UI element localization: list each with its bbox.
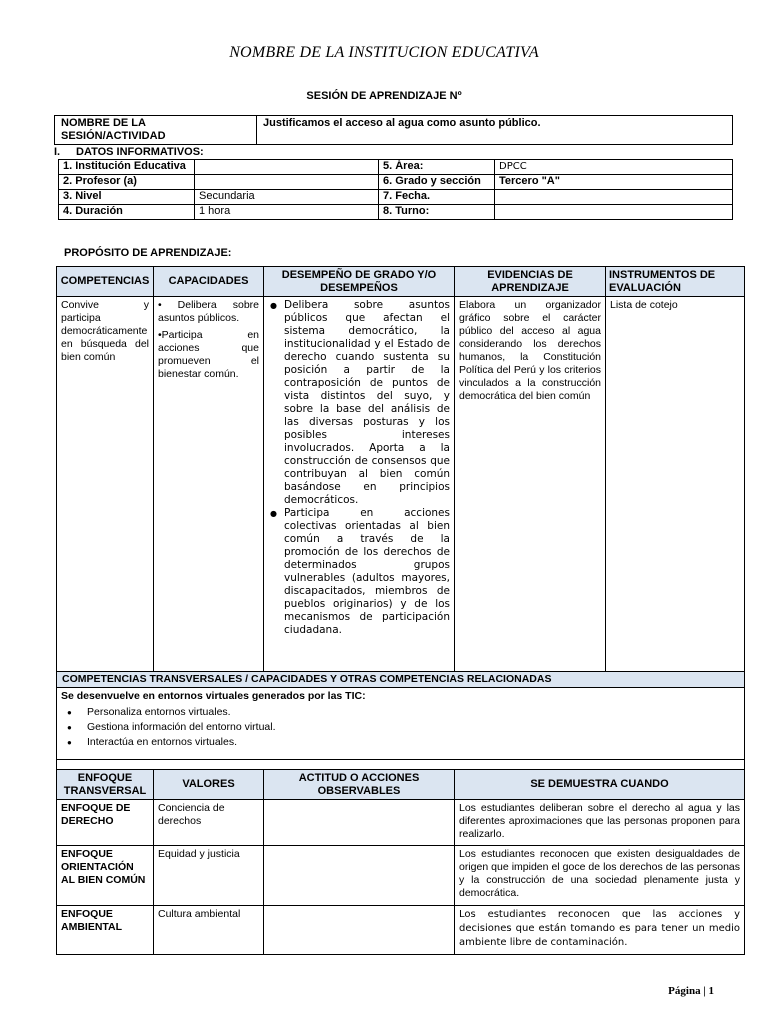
enfoque-name: ENFOQUE ORIENTACIÓN AL BIEN COMÚN — [57, 846, 154, 906]
enfoques-header-row — [57, 770, 745, 800]
proposito-table — [56, 266, 745, 955]
session-name-value: Justificamos el acceso al agua como asunto público. — [257, 116, 733, 145]
capacidad-item: • Delibera sobre asuntos públicos. — [158, 299, 259, 324]
enfoque-actitud — [264, 906, 455, 955]
field-value: Tercero "A" — [495, 175, 733, 190]
field-label: 1. Institución Educativa — [59, 160, 195, 175]
school-name: NOMBRE DE LA INSTITUCION EDUCATIVA — [229, 44, 539, 61]
field-label: 8. Turno: — [379, 205, 495, 220]
transversales-subtitle: Se desenvuelve en entornos virtuales generados por las TIC: — [61, 690, 366, 702]
table-row — [59, 160, 733, 175]
field-value: DPCC — [495, 160, 733, 175]
field-label: 6. Grado y sección — [379, 175, 495, 190]
session-name-table — [54, 115, 733, 145]
enfoque-demuestra: Los estudiantes deliberan sobre el derecho al agua y las diferentes aproximaciones que las personas proponen para realizarlo. — [455, 800, 745, 846]
desempeno-item: ● Delibera sobre asuntos públicos que afectan el sistema democrático, la institucionalidad y el Estado de derecho cuando sustenta su posición a partir de la contraposición de puntos de vista distintos del suyo, y sobre la base del análisis de las diversas posturas y los posibles intereses involucrados. Aporta a la construcción de consensos que contribuyan al bien común basándose en principios democráticos. — [268, 299, 450, 507]
section-number: I. — [54, 146, 61, 158]
header-valores: VALORES — [154, 770, 264, 800]
table-row — [59, 205, 733, 220]
transversales-header-row — [57, 672, 745, 688]
header-actitud: ACTITUD O ACCIONES OBSERVABLES — [264, 770, 455, 800]
desempeno-cell — [264, 297, 455, 672]
capacidad-item: •Participa en acciones que promueven el bienestar común. — [158, 329, 259, 380]
proposito-heading: PROPÓSITO DE APRENDIZAJE: — [64, 247, 232, 259]
page-number: Página | 1 — [668, 985, 714, 997]
list-item: ● Gestiona información del entorno virtual. — [61, 720, 740, 735]
evidencia-cell: Elabora un organizador gráfico sobre el carácter público del acceso al agua considerando los derechos humanos, la Constitución Política del Perú y los criterios vinculados a la construcción democrática del bien común — [455, 297, 606, 672]
competencia-cell: Convive y participa democráticamente en búsqueda del bien común — [57, 297, 154, 672]
enfoque-demuestra: Los estudiantes reconocen que las acciones y decisiones que están tomando es para tener un medio ambiente libre de contaminación. — [455, 906, 745, 955]
desempeno-item: ● Participa en acciones colectivas orientadas al bien común a través de la promoción de los derechos de determinados grupos vulnerables (adultos mayores, discapacitados, miembros de pueblos originarios) y de los mecanismos de participación ciudadana. — [268, 507, 450, 637]
instrumento-cell: Lista de cotejo — [606, 297, 745, 672]
table-row — [59, 190, 733, 205]
list-item: ● Interactúa en entornos virtuales. — [61, 735, 740, 750]
field-label: 3. Nivel — [59, 190, 195, 205]
enfoque-name: ENFOQUE AMBIENTAL — [57, 906, 154, 955]
table-row — [57, 800, 745, 846]
transversales-cell — [57, 688, 745, 760]
header-evidencias: EVIDENCIAS DE APRENDIZAJE — [455, 267, 606, 297]
header-competencias: COMPETENCIAS — [57, 267, 154, 297]
field-label: 4. Duración — [59, 205, 195, 220]
section-title: DATOS INFORMATIVOS: — [76, 146, 204, 158]
spacer-row — [57, 760, 745, 770]
field-value — [495, 190, 733, 205]
transversales-title: COMPETENCIAS TRANSVERSALES / CAPACIDADES Y OTRAS COMPETENCIAS RELACIONADAS — [57, 672, 745, 688]
field-value — [495, 205, 733, 220]
table-row — [57, 906, 745, 955]
table-header-row — [57, 267, 745, 297]
datos-informativos-table — [58, 159, 733, 220]
enfoque-actitud — [264, 800, 455, 846]
field-label: 2. Profesor (a) — [59, 175, 195, 190]
field-label: 7. Fecha. — [379, 190, 495, 205]
session-name-label: NOMBRE DE LA SESIÓN/ACTIVIDAD — [55, 116, 257, 145]
enfoque-name: ENFOQUE DE DERECHO — [57, 800, 154, 846]
datos-informativos-heading — [54, 146, 204, 158]
field-value: Secundaria — [195, 190, 379, 205]
enfoque-valor: Equidad y justicia — [154, 846, 264, 906]
enfoque-valor: Conciencia de derechos — [154, 800, 264, 846]
field-value: 1 hora — [195, 205, 379, 220]
table-row — [57, 846, 745, 906]
enfoque-actitud — [264, 846, 455, 906]
field-label: 5. Área: — [379, 160, 495, 175]
session-title: SESIÓN DE APRENDIZAJE Nº — [306, 90, 462, 102]
list-item: ● Personaliza entornos virtuales. — [61, 705, 740, 720]
field-value — [195, 175, 379, 190]
table-row — [57, 297, 745, 672]
header-enfoque: ENFOQUE TRANSVERSAL — [57, 770, 154, 800]
header-demuestra: SE DEMUESTRA CUANDO — [455, 770, 745, 800]
capacidades-cell — [154, 297, 264, 672]
enfoque-demuestra: Los estudiantes reconocen que existen desigualdades de origen que impiden el goce de los derechos de las personas y la construcción de una sociedad plenamente justa y democrática. — [455, 846, 745, 906]
field-value — [195, 160, 379, 175]
header-instrumentos: INSTRUMENTOS DE EVALUACIÓN — [606, 267, 745, 297]
transversales-body-row — [57, 688, 745, 760]
table-row — [59, 175, 733, 190]
enfoque-valor: Cultura ambiental — [154, 906, 264, 955]
header-desempeno: DESEMPEÑO DE GRADO Y/O DESEMPEÑOS — [264, 267, 455, 297]
header-capacidades: CAPACIDADES — [154, 267, 264, 297]
